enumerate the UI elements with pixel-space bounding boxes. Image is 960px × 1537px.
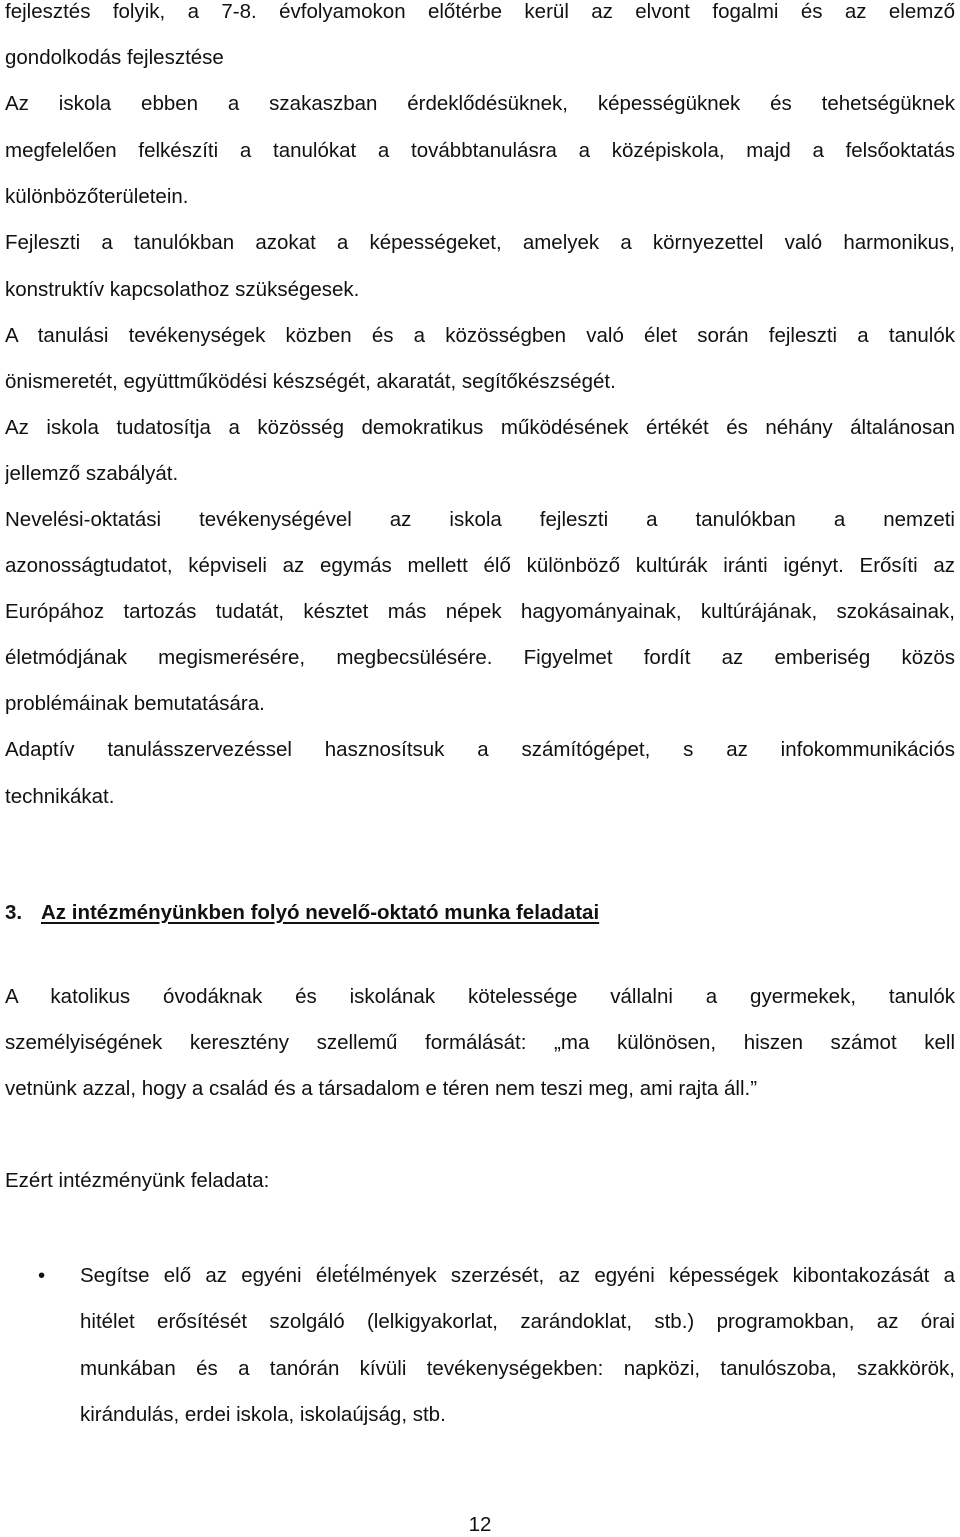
page-number: 12 [468,1513,492,1536]
bullet-icon: • [38,1264,46,1287]
text-line: Fejleszti a tanulókban azokat a képességeket, amelyek a környezettel való harmonikus, [5,231,955,254]
text-line: fejlesztés folyik, a 7-8. évfolyamokon előtérbe kerül az elvont fogalmi és az elemző [5,0,955,23]
list-item-line: munkában és a tanórán kívüli tevékenységekben: napközi, tanulószoba, szakkörök, [80,1357,955,1380]
text-line: A tanulási tevékenységek közben és a közösségben való élet során fejleszti a tanulók [5,324,955,347]
text-line: Európához tartozás tudatát, késztet más népek hagyományainak, kultúrájának, szokásainak, [5,600,955,623]
text-line: gondolkodás fejlesztése [5,46,224,69]
text-line: Nevelési-oktatási tevékenységével az iskola fejleszti a tanulókban a nemzeti [5,508,955,531]
section-title: Az intézményünkben folyó nevelő-oktató munka feladatai [41,901,600,924]
text-line: A katolikus óvodáknak és iskolának kötelessége vállalni a gyermekek, tanulók [5,985,955,1008]
text-line: azonosságtudatot, képviseli az egymás mellett élő különböző kultúrák iránti igényt. Erősíti az [5,554,955,577]
text-line: Az iskola tudatosítja a közösség demokratikus működésének értékét és néhány általánosan [5,416,955,439]
text-line: önismeretét, együttműködési készségét, akaratát, segítőkészségét. [5,370,616,393]
text-line: személyiségének keresztény szellemű formálását: „ma különösen, hiszen számot kell [5,1031,955,1054]
text-line: problémáinak bemutatására. [5,692,265,715]
text-line: konstruktív kapcsolathoz szükségesek. [5,278,360,301]
section-heading [5,901,599,925]
section-number: 3. [5,901,23,924]
text-line: vetnünk azzal, hogy a család és a társadalom e téren nem teszi meg, ami rajta áll.” [5,1077,758,1100]
text-line: Adaptív tanulásszervezéssel hasznosítsuk a számítógépet, s az infokommunikációs [5,738,955,761]
list-item-line: hitélet erősítését szolgáló (lelkigyakorlat, zarándoklat, stb.) programokban, az órai [80,1310,955,1333]
list-item-line: kirándulás, erdei iskola, iskolaújság, stb. [80,1403,446,1426]
list-item-line: Segítse elő az egyéni élet́élmények szerzését, az egyéni képességek kibontakozását a [80,1264,955,1287]
text-line: Az iskola ebben a szakaszban érdeklődésüknek, képességüknek és tehetségüknek [5,92,955,115]
text-line: életmódjának megismerésére, megbecsülésére. Figyelmet fordít az emberiség közös [5,646,955,669]
text-line: technikákat. [5,785,115,808]
text-line: jellemző szabályát. [5,462,179,485]
text-line: különbözőterületein. [5,185,189,208]
tasks-label: Ezért intézményünk feladata: [5,1169,270,1192]
text-line: megfelelően felkészíti a tanulókat a továbbtanulásra a középiskola, majd a felsőoktatás [5,139,955,162]
